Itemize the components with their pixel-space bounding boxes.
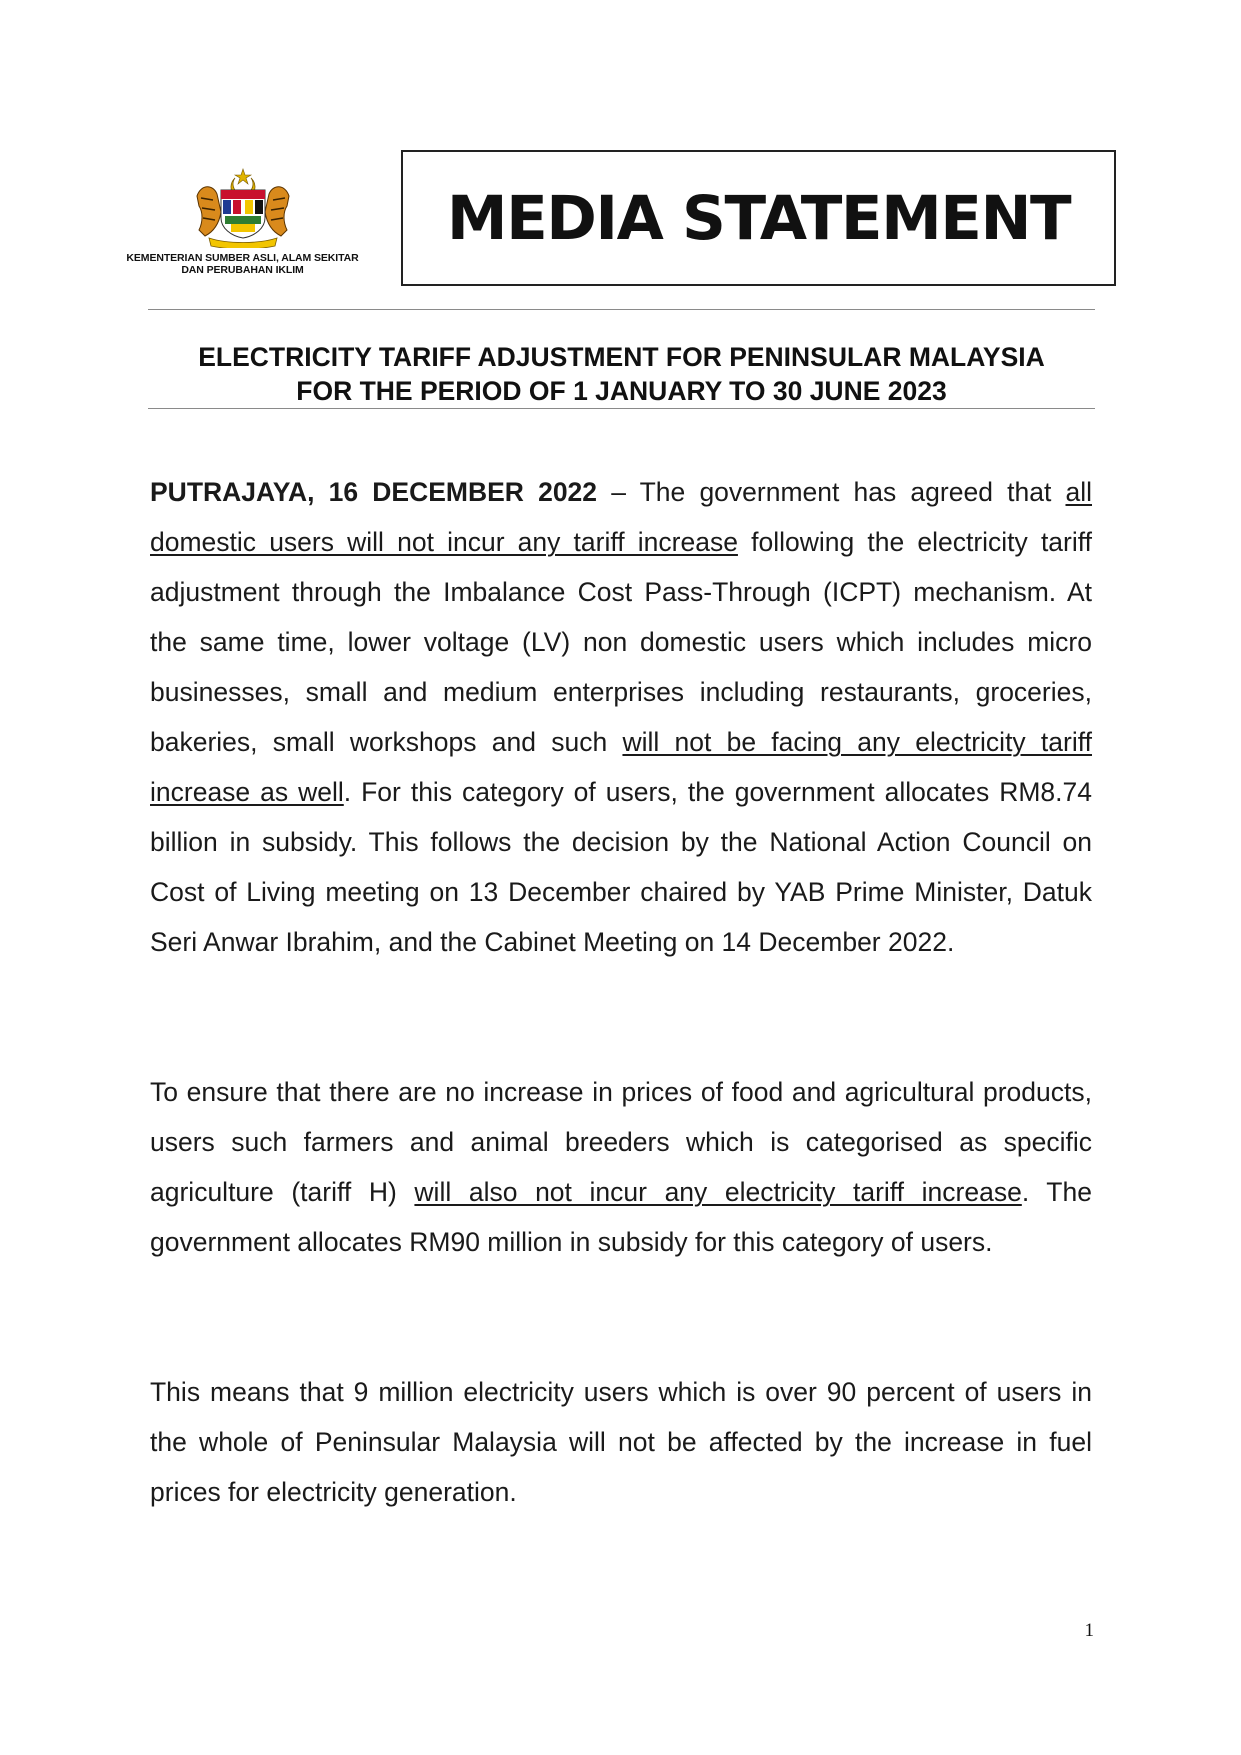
paragraph-1-text-c: . For this category of users, the government allocates RM8.74 billion in subsidy. This follows the decision by the National Action Council on Cost of Living meeting on 13 December chaired by YAB Prime Minister, Datuk Seri Anwar Ibrahim, and the Cabinet Meeting on 14 December 2022. [150, 777, 1092, 957]
paragraph-2-text-a: To ensure that there are no increase in prices of food and agricultural products, users such farmers and animal breeders which is categorised as specific agriculture (tariff H) [150, 1077, 1092, 1207]
headline-divider [148, 408, 1095, 409]
paragraph-1-emphasis-a: all domestic users will not incur any tariff increase [150, 477, 1092, 557]
paragraph-3-text: This means that 9 million electricity users which is over 90 percent of users in the whole of Peninsular Malaysia will not be affected by the increase in fuel prices for electricity generation. [150, 1377, 1092, 1507]
coat-of-arms-icon [187, 166, 299, 248]
page-number: 1 [1084, 1620, 1094, 1641]
paragraph-1-text-a: – The government has agreed that [597, 477, 1066, 507]
paragraph-2-emphasis-a: will also not incur any electricity tariff increase [414, 1177, 1022, 1207]
paragraph-2-text-b: . The government allocates RM90 million in subsidy for this category of users. [150, 1177, 1092, 1257]
ministry-name-line1: KEMENTERIAN SUMBER ASLI, ALAM SEKITAR [126, 252, 359, 264]
paragraph-2 [150, 1067, 1092, 1267]
paragraph-1-emphasis-b: will not be facing any electricity tariff increase as well [150, 727, 1092, 807]
top-divider [148, 309, 1095, 310]
headline-line1: ELECTRICITY TARIFF ADJUSTMENT FOR PENINSULAR MALAYSIA [198, 342, 1045, 372]
dateline: PUTRAJAYA, 16 DECEMBER 2022 [150, 477, 598, 507]
media-statement-title: MEDIA STATEMENT [446, 182, 1071, 254]
headline-line2: FOR THE PERIOD OF 1 JANUARY TO 30 JUNE 2023 [296, 376, 947, 406]
ministry-name-line2: DAN PERUBAHAN IKLIM [181, 264, 304, 276]
media-statement-box [401, 150, 1116, 286]
ministry-header [115, 166, 370, 276]
paragraph-3 [150, 1367, 1092, 1517]
headline [148, 340, 1095, 408]
paragraph-1 [150, 467, 1092, 967]
paragraph-1-text-b: following the electricity tariff adjustment through the Imbalance Cost Pass-Through (ICPT) mechanism. At the same time, lower voltage (LV) non domestic users which includes micro businesses, small and medium enterprises including restaurants, groceries, bakeries, small workshops and such [150, 527, 1092, 757]
